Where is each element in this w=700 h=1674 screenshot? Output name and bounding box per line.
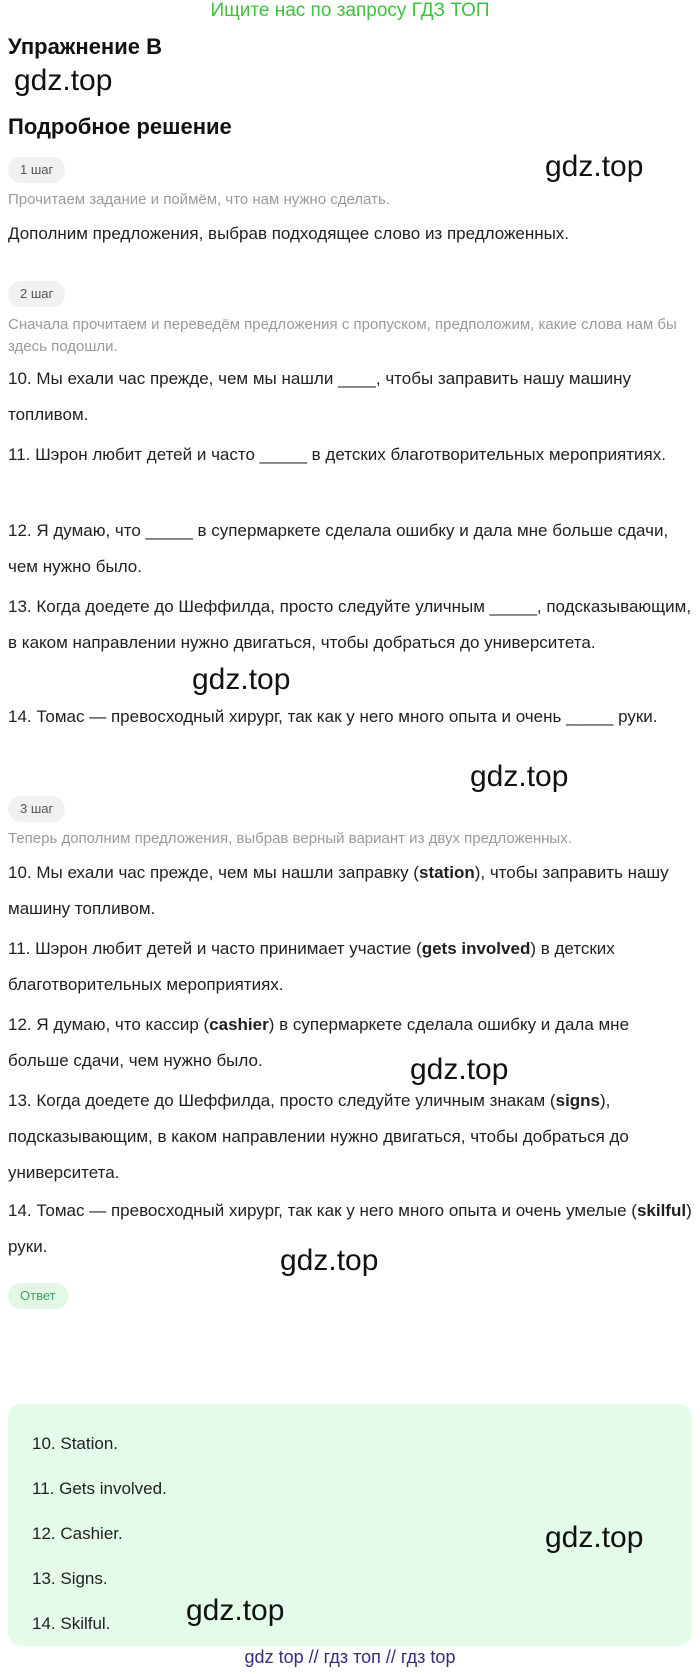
answer-item: 13. Signs.: [32, 1569, 108, 1588]
watermark: gdz.top: [280, 1244, 379, 1277]
step-2-item: 14. Томас — превосходный хирург, так как у него много опыта и очень _____ руки.: [8, 707, 658, 726]
step-1-hint: Прочитаем задание и поймём, что нам нужно сделать.: [8, 191, 391, 208]
watermark: gdz.top: [545, 150, 644, 183]
step-2-item: 11. Шэрон любит детей и часто _____ в детских благотворительных мероприятиях.: [8, 445, 666, 464]
watermark: gdz.top: [410, 1053, 509, 1086]
footer-links[interactable]: gdz top // гдз топ // гдз top: [244, 1647, 456, 1667]
step-3-badge: 3 шаг: [8, 796, 65, 822]
step-3-item: 11. Шэрон любит детей и часто принимает участие (gets involved) в детских благотворительных мероприятиях.: [8, 939, 615, 994]
answer-badge: Ответ: [8, 1283, 68, 1309]
step-3-hint: Теперь дополним предложения, выбрав верный вариант из двух предложенных.: [8, 830, 572, 847]
watermark: gdz.top: [14, 64, 113, 97]
step-1-badge: 1 шаг: [8, 157, 65, 183]
step-2-badge: 2 шаг: [8, 281, 65, 307]
watermark: gdz.top: [545, 1521, 644, 1554]
step-2-item: 10. Мы ехали час прежде, чем мы нашли ____, чтобы заправить нашу машину топливом.: [8, 369, 632, 424]
watermark: gdz.top: [470, 760, 569, 793]
answer-item: 11. Gets involved.: [32, 1479, 167, 1498]
step-2-hint: Сначала прочитаем и переведём предложения с пропуском, предположим, какие слова нам бы здесь подошли.: [8, 316, 677, 355]
watermark: gdz.top: [186, 1594, 285, 1627]
step-3-item: 13. Когда доедете до Шеффилда, просто следуйте уличным знакам (signs), подсказывающим, в каком направлении нужно двигаться, чтобы добраться до университета.: [8, 1091, 629, 1182]
search-banner: Ищите нас по запросу ГДЗ ТОП: [210, 0, 490, 21]
step-2-item: 13. Когда доедете до Шеффилда, просто следуйте уличным _____, подсказывающим, в каком направлении нужно двигаться, чтобы добраться до университета.: [8, 597, 692, 652]
step-2-item: 12. Я думаю, что _____ в супермаркете сделала ошибку и дала мне больше сдачи, чем нужно было.: [8, 521, 669, 576]
step-1-text: Дополним предложения, выбрав подходящее слово из предложенных.: [8, 224, 570, 243]
answer-item: 12. Cashier.: [32, 1524, 123, 1543]
page-title: Упражнение B: [8, 34, 162, 59]
step-3-item: 10. Мы ехали час прежде, чем мы нашли заправку (station), чтобы заправить нашу машину топливом.: [8, 863, 669, 918]
answer-item: 10. Station.: [32, 1434, 119, 1453]
step-3-item: 14. Томас — превосходный хирург, так как у него много опыта и очень умелые (skilful) руки.: [8, 1201, 692, 1256]
section-title: Подробное решение: [8, 114, 232, 139]
answer-item: 14. Skilful.: [32, 1614, 111, 1633]
watermark: gdz.top: [192, 663, 291, 696]
step-3-item: 12. Я думаю, что кассир (cashier) в супермаркете сделала ошибку и дала мне больше сдачи, чем нужно было.: [8, 1015, 630, 1070]
